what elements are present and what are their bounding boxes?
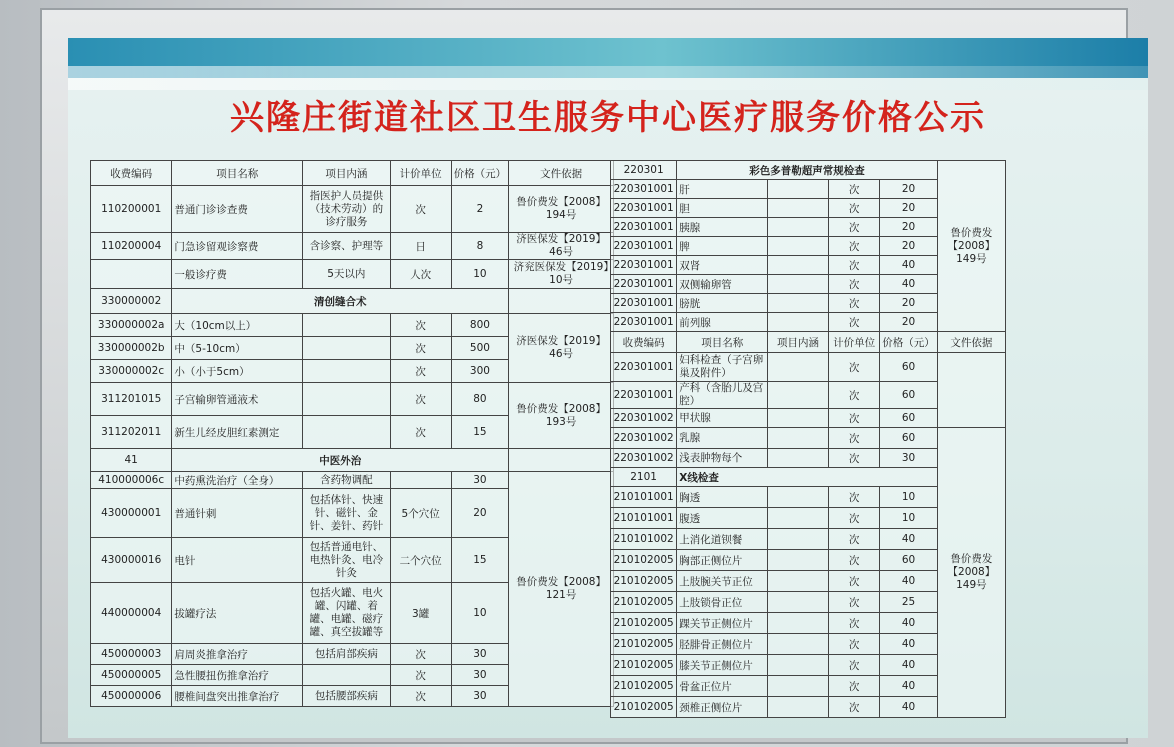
unit-cell: 次 (828, 487, 879, 508)
price-cell: 40 (880, 655, 938, 676)
item-content-cell (768, 592, 829, 613)
item-content-cell (768, 199, 829, 218)
unit-cell: 次 (828, 353, 879, 382)
fee-code-cell: 210102005 (611, 634, 677, 655)
item-name-cell: 上肢锁骨正位 (677, 592, 768, 613)
fee-code-cell (91, 260, 172, 289)
unit-cell: 3罐 (390, 583, 451, 644)
section-title-cell: X线检查 (677, 468, 938, 487)
item-name-cell: 妇科检查（子宫卵巢及附件） (677, 353, 768, 382)
table-row (91, 289, 614, 314)
basis-cell: 济兖医保发【2019】10号 (509, 260, 614, 289)
price-cell: 60 (880, 409, 938, 428)
price-cell: 8 (451, 233, 509, 260)
fee-code-cell: 330000002b (91, 337, 172, 360)
unit-cell: 次 (828, 409, 879, 428)
price-cell: 40 (880, 634, 938, 655)
unit-cell: 日 (390, 233, 451, 260)
unit-cell: 次 (390, 383, 451, 416)
price-cell: 40 (880, 256, 938, 275)
item-name-cell: 中药熏洗治疗（全身） (172, 472, 303, 489)
item-name-cell: 颈椎正侧位片 (677, 697, 768, 718)
unit-cell: 次 (828, 237, 879, 256)
item-content-cell (768, 409, 829, 428)
price-cell: 25 (880, 592, 938, 613)
unit-cell: 次 (390, 644, 451, 665)
fee-code-cell: 210102005 (611, 613, 677, 634)
fee-code-cell: 220301001 (611, 237, 677, 256)
price-cell: 800 (451, 314, 509, 337)
section-code-cell: 2101 (611, 468, 677, 487)
price-cell: 40 (880, 676, 938, 697)
unit-cell: 次 (828, 508, 879, 529)
item-content-cell (303, 314, 390, 337)
item-name-cell: 上肢腕关节正位 (677, 571, 768, 592)
unit-cell: 次 (828, 218, 879, 237)
fee-code-cell: 220301001 (611, 313, 677, 332)
fee-code-cell: 311201015 (91, 383, 172, 416)
section-header-row (611, 161, 1006, 180)
price-cell: 10 (451, 260, 509, 289)
fee-code-cell: 220301001 (611, 382, 677, 409)
unit-cell: 次 (828, 613, 879, 634)
fee-code-cell: 450000006 (91, 686, 172, 707)
item-name-cell: 子宫输卵管通液术 (172, 383, 303, 416)
price-cell: 30 (451, 644, 509, 665)
fee-code-cell: 430000001 (91, 489, 172, 538)
unit-cell: 次 (828, 655, 879, 676)
decorative-band-light (68, 66, 1148, 90)
fee-code-cell: 110200004 (91, 233, 172, 260)
item-name-cell: 门急诊留观诊察费 (172, 233, 303, 260)
price-cell: 40 (880, 697, 938, 718)
item-name-cell: 普通针刺 (172, 489, 303, 538)
item-content-cell: 含药物调配 (303, 472, 390, 489)
unit-cell: 次 (828, 676, 879, 697)
table-row (91, 383, 614, 416)
unit-cell: 次 (828, 592, 879, 613)
price-cell: 15 (451, 538, 509, 583)
board-title: 兴隆庄街道社区卫生服务中心医疗服务价格公示 (230, 98, 986, 138)
item-content-cell (768, 256, 829, 275)
item-content-cell (768, 428, 829, 449)
item-content-cell (768, 655, 829, 676)
item-name-cell: 上消化道钡餐 (677, 529, 768, 550)
unit-cell: 次 (390, 337, 451, 360)
unit-cell: 次 (828, 313, 879, 332)
unit-cell: 次 (828, 529, 879, 550)
price-cell: 40 (880, 571, 938, 592)
item-name-cell: 一般诊疗费 (172, 260, 303, 289)
item-content-cell (768, 237, 829, 256)
column-header: 收费编码 (91, 161, 172, 186)
item-name-cell: 甲状腺 (677, 409, 768, 428)
item-content-cell: 包括火罐、电火罐、闪罐、着罐、电罐、磁疗罐、真空拔罐等 (303, 583, 390, 644)
fee-code-cell: 210102005 (611, 697, 677, 718)
unit-cell: 5个穴位 (390, 489, 451, 538)
item-content-cell (768, 613, 829, 634)
column-header: 计价单位 (828, 332, 879, 353)
item-name-cell: 拔罐疗法 (172, 583, 303, 644)
item-name-cell: 急性腰扭伤推拿治疗 (172, 665, 303, 686)
basis-cell: 鲁价费发【2008】194号 (509, 186, 614, 233)
price-cell: 40 (880, 613, 938, 634)
unit-cell: 次 (390, 416, 451, 449)
fee-code-cell: 210102005 (611, 655, 677, 676)
item-name-cell: 胸部正侧位片 (677, 550, 768, 571)
column-header: 价格（元） (451, 161, 509, 186)
fee-code-cell: 210102005 (611, 571, 677, 592)
table-row (91, 260, 614, 289)
unit-cell: 人次 (390, 260, 451, 289)
item-name-cell: 双侧输卵管 (677, 275, 768, 294)
item-name-cell: 胆 (677, 199, 768, 218)
unit-cell: 次 (390, 186, 451, 233)
unit-cell: 次 (390, 360, 451, 383)
unit-cell: 次 (828, 571, 879, 592)
basis-cell (509, 449, 614, 472)
fee-code-cell: 210101002 (611, 529, 677, 550)
column-header: 项目名称 (172, 161, 303, 186)
item-content-cell: 5天以内 (303, 260, 390, 289)
basis-cell: 鲁价费发【2008】121号 (509, 472, 614, 707)
table-row (91, 186, 614, 233)
table-header-row (91, 161, 614, 186)
unit-cell: 次 (828, 294, 879, 313)
fee-code-cell: 450000005 (91, 665, 172, 686)
fee-code-cell: 220301001 (611, 180, 677, 199)
item-content-cell (768, 294, 829, 313)
item-content-cell (303, 360, 390, 383)
fee-code-cell: 210102005 (611, 550, 677, 571)
item-content-cell (768, 313, 829, 332)
left-price-table (90, 160, 614, 707)
unit-cell: 次 (828, 199, 879, 218)
item-content-cell (303, 383, 390, 416)
table-row (91, 314, 614, 337)
column-header: 文件依据 (509, 161, 614, 186)
item-name-cell: 新生儿经皮胆红素测定 (172, 416, 303, 449)
item-content-cell (768, 676, 829, 697)
unit-cell: 次 (828, 449, 879, 468)
item-content-cell (768, 275, 829, 294)
unit-cell: 次 (828, 180, 879, 199)
fee-code-cell: 440000004 (91, 583, 172, 644)
fee-code-cell: 220301002 (611, 409, 677, 428)
price-cell: 60 (880, 550, 938, 571)
price-cell: 15 (451, 416, 509, 449)
right-price-table (610, 160, 1006, 718)
basis-cell: 济医保发【2019】46号 (509, 233, 614, 260)
fee-code-cell: 430000016 (91, 538, 172, 583)
fee-code-cell: 330000002c (91, 360, 172, 383)
column-header: 项目名称 (677, 332, 768, 353)
item-content-cell (768, 382, 829, 409)
table-row (91, 449, 614, 472)
fee-code-cell: 410000006c (91, 472, 172, 489)
table-row (91, 472, 614, 489)
item-content-cell (768, 634, 829, 655)
item-content-cell: 包括肩部疾病 (303, 644, 390, 665)
price-cell: 500 (451, 337, 509, 360)
fee-code-cell: 330000002 (91, 289, 172, 314)
fee-code-cell: 210102005 (611, 676, 677, 697)
item-name-cell: 腹透 (677, 508, 768, 529)
item-content-cell (768, 218, 829, 237)
item-name-cell: 肝 (677, 180, 768, 199)
unit-cell: 次 (828, 382, 879, 409)
item-name-cell: 双肾 (677, 256, 768, 275)
fee-code-cell: 311202011 (91, 416, 172, 449)
fee-code-cell: 41 (91, 449, 172, 472)
price-cell: 10 (880, 487, 938, 508)
fee-code-cell: 220301002 (611, 449, 677, 468)
price-cell: 2 (451, 186, 509, 233)
item-content-cell: 含诊察、护理等 (303, 233, 390, 260)
basis-cell (509, 289, 614, 314)
price-cell: 60 (880, 428, 938, 449)
item-name-cell: 脾 (677, 237, 768, 256)
item-name-cell: 前列腺 (677, 313, 768, 332)
unit-cell: 次 (828, 256, 879, 275)
item-content-cell (768, 180, 829, 199)
unit-cell: 次 (828, 634, 879, 655)
price-cell: 60 (880, 382, 938, 409)
column-header: 收费编码 (611, 332, 677, 353)
fee-code-cell: 220301001 (611, 218, 677, 237)
item-name-cell: 浅表肿物每个 (677, 449, 768, 468)
section-code-cell: 220301 (611, 161, 677, 180)
basis-cell: 济医保发【2019】46号 (509, 314, 614, 383)
unit-cell: 次 (828, 550, 879, 571)
section-title-cell: 彩色多普勒超声常规检查 (677, 161, 938, 180)
item-content-cell: 指医护人员提供（技术劳动）的诊疗服务 (303, 186, 390, 233)
item-name-cell: 胫腓骨正侧位片 (677, 634, 768, 655)
item-name-cell: 肩周炎推拿治疗 (172, 644, 303, 665)
item-name-cell: 大（10cm以上） (172, 314, 303, 337)
table-header-row (611, 332, 1006, 353)
item-content-cell (768, 508, 829, 529)
price-cell: 40 (880, 275, 938, 294)
item-content-cell (768, 449, 829, 468)
column-header: 计价单位 (390, 161, 451, 186)
price-cell: 20 (451, 489, 509, 538)
fee-code-cell: 220301002 (611, 428, 677, 449)
price-cell: 20 (880, 313, 938, 332)
table-row (91, 233, 614, 260)
fee-code-cell: 210101001 (611, 487, 677, 508)
price-cell: 20 (880, 180, 938, 199)
item-name-cell: 电针 (172, 538, 303, 583)
price-cell: 20 (880, 199, 938, 218)
unit-cell: 二个穴位 (390, 538, 451, 583)
table-row (611, 353, 1006, 382)
unit-cell (390, 472, 451, 489)
item-name-cell: 踝关节正侧位片 (677, 613, 768, 634)
price-cell: 10 (451, 583, 509, 644)
item-content-cell (303, 337, 390, 360)
fee-code-cell: 220301001 (611, 294, 677, 313)
item-name-cell: 胰腺 (677, 218, 768, 237)
item-content-cell: 包括腰部疾病 (303, 686, 390, 707)
item-name-cell: 中（5-10cm） (172, 337, 303, 360)
unit-cell: 次 (828, 275, 879, 294)
item-content-cell: 包括体针、快速针、磁针、金针、姜针、药针 (303, 489, 390, 538)
item-content-cell (768, 353, 829, 382)
fee-code-cell: 220301001 (611, 199, 677, 218)
fee-code-cell: 210101001 (611, 508, 677, 529)
item-name-cell: 腰椎间盘突出推拿治疗 (172, 686, 303, 707)
item-name-cell: 产科（含胎儿及宫腔） (677, 382, 768, 409)
column-header: 项目内涵 (768, 332, 829, 353)
item-content-cell (768, 550, 829, 571)
unit-cell: 次 (390, 314, 451, 337)
price-cell: 300 (451, 360, 509, 383)
price-cell: 10 (880, 508, 938, 529)
price-cell: 30 (451, 686, 509, 707)
basis-cell (937, 353, 1005, 428)
unit-cell: 次 (828, 697, 879, 718)
fee-code-cell: 110200001 (91, 186, 172, 233)
column-header: 价格（元） (880, 332, 938, 353)
item-content-cell (303, 416, 390, 449)
item-content-cell (768, 571, 829, 592)
basis-cell: 鲁价费发【2008】149号 (937, 161, 1005, 332)
item-name-cell: 胸透 (677, 487, 768, 508)
item-name-cell: 小（小于5cm） (172, 360, 303, 383)
item-content-cell (768, 529, 829, 550)
item-name-cell: 膀胱 (677, 294, 768, 313)
fee-code-cell: 450000003 (91, 644, 172, 665)
fee-code-cell: 220301001 (611, 256, 677, 275)
price-cell: 20 (880, 294, 938, 313)
price-cell: 20 (880, 218, 938, 237)
section-title-cell: 中医外治 (172, 449, 509, 472)
item-content-cell (768, 697, 829, 718)
price-cell: 60 (880, 353, 938, 382)
table-row (611, 428, 1006, 449)
unit-cell: 次 (390, 686, 451, 707)
fee-code-cell: 220301001 (611, 353, 677, 382)
item-name-cell: 膝关节正侧位片 (677, 655, 768, 676)
section-title-cell: 清创缝合术 (172, 289, 509, 314)
price-cell: 20 (880, 237, 938, 256)
item-content-cell (768, 487, 829, 508)
item-name-cell: 普通门诊诊查费 (172, 186, 303, 233)
item-content-cell: 包括普通电针、电热针灸、电冷针灸 (303, 538, 390, 583)
item-name-cell: 骨盆正位片 (677, 676, 768, 697)
fee-code-cell: 210102005 (611, 592, 677, 613)
price-cell: 80 (451, 383, 509, 416)
price-cell: 40 (880, 529, 938, 550)
item-name-cell: 乳腺 (677, 428, 768, 449)
fee-code-cell: 220301001 (611, 275, 677, 294)
price-board (68, 38, 1148, 738)
basis-cell: 鲁价费发【2008】149号 (937, 428, 1005, 718)
column-header: 文件依据 (937, 332, 1005, 353)
price-cell: 30 (880, 449, 938, 468)
column-header: 项目内涵 (303, 161, 390, 186)
item-content-cell (303, 665, 390, 686)
basis-cell: 鲁价费发【2008】193号 (509, 383, 614, 449)
unit-cell: 次 (390, 665, 451, 686)
unit-cell: 次 (828, 428, 879, 449)
price-cell: 30 (451, 472, 509, 489)
price-cell: 30 (451, 665, 509, 686)
fee-code-cell: 330000002a (91, 314, 172, 337)
